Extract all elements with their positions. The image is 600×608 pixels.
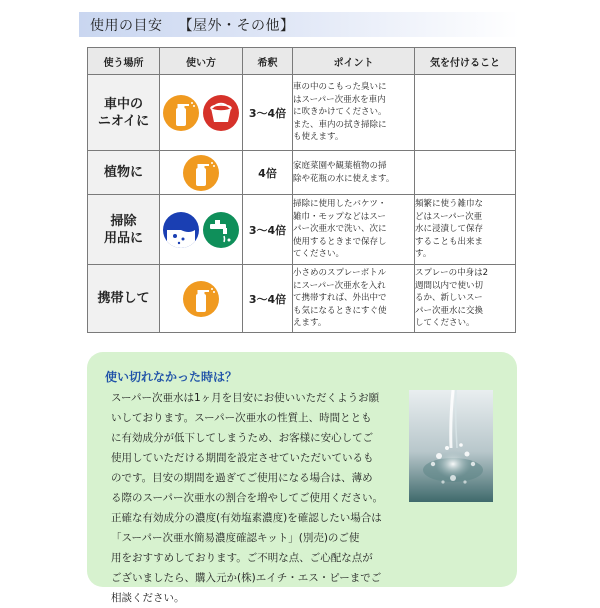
table-row	[88, 195, 516, 265]
table-header-row	[88, 48, 516, 75]
place-cell: 植物に	[88, 151, 160, 195]
faucet-icon	[203, 212, 239, 248]
info-line: に有効成分が低下してしまうため、お客様に安心してご	[111, 432, 374, 444]
bucket-water-icon	[163, 212, 199, 248]
info-line: ございましたら、購入元か(株)エイチ・エス・ピーまでご	[111, 572, 382, 584]
spray-bottle-icon	[183, 281, 219, 317]
table-row	[88, 265, 516, 333]
info-line: 正確な有効成分の濃度(有効塩素濃度)を確認したい場合は	[111, 512, 382, 524]
info-line: 使用していただける期間を設定させていただいているも	[111, 452, 374, 464]
column-header-usage: 使い方	[160, 48, 243, 75]
usage-cell	[160, 195, 243, 265]
dilution-cell: 3〜4倍	[243, 195, 293, 265]
info-line: る際のスーパー次亜水の割合を増やしてご使用ください。	[111, 492, 383, 504]
caution-cell: 頻繁に使う雑巾な どはスーパー次亜 水に浸漬して保存 することも出来ま す。	[415, 195, 516, 265]
point-cell: 小さめのスプレーボトル にスーパー次亜水を入れ て携帯すれば、外出中で も気になるときにすぐ使 えます。	[293, 265, 415, 333]
place-cell: 車中の ニオイに	[88, 75, 160, 151]
water-splash-photo	[409, 390, 493, 502]
dilution-cell: 3〜4倍	[243, 75, 293, 151]
caution-cell	[415, 151, 516, 195]
usage-cell	[160, 75, 243, 151]
table-row	[88, 75, 516, 151]
dilution-cell: 3〜4倍	[243, 265, 293, 333]
point-cell: 車の中のこもった臭いに はスーパー次亜水を車内 に吹きかけてください。 また、車内の拭き掃除に も使えます。	[293, 75, 415, 151]
dilution-cell: 4倍	[243, 151, 293, 195]
info-line: 用をおすすめしております。ご不明な点、ご心配な点が	[111, 552, 373, 564]
place-cell: 携帯して	[88, 265, 160, 333]
usage-cell	[160, 265, 243, 333]
point-cell: 家庭菜園や観葉植物の掃 除や花瓶の水に使えます。	[293, 151, 415, 195]
usage-cell	[160, 151, 243, 195]
info-line: スーパー次亜水は1ヶ月を目安にお使いいただくようお願	[111, 392, 380, 404]
info-text	[111, 388, 403, 608]
bucket-icon	[203, 95, 239, 131]
column-header-place: 使う場所	[88, 48, 160, 75]
spray-bottle-icon	[183, 155, 219, 191]
place-cell: 掃除 用品に	[88, 195, 160, 265]
column-header-caution: 気を付けること	[415, 48, 516, 75]
info-title: 使い切れなかった時は？	[105, 370, 238, 384]
spray-bottle-icon	[163, 95, 199, 131]
point-cell: 掃除に使用したバケツ・ 雑巾・モップなどはスー パー次亜水で洗い、次に 使用するときまで保存し てください。	[293, 195, 415, 265]
page-title-sub: 【屋外・その他】	[178, 18, 295, 34]
table-row	[88, 151, 516, 195]
page-title-main: 使用の目安	[90, 18, 163, 34]
info-line: のです。目安の期間を過ぎてご使用になる場合は、薄め	[111, 472, 373, 484]
column-header-dilution: 希釈	[243, 48, 293, 75]
page-title	[90, 15, 295, 35]
info-line: 相談ください。	[111, 592, 185, 604]
caution-cell	[415, 75, 516, 151]
column-header-point: ポイント	[293, 48, 415, 75]
info-line: 「スーパー次亜水簡易濃度確認キット」(別売)のご使	[111, 532, 360, 544]
info-line: いしております。スーパー次亜水の性質上、時間ととも	[111, 412, 372, 424]
usage-table	[87, 47, 516, 333]
caution-cell: スプレーの中身は2 週間以内で使い切 るか、新しいスー パー次亜水に交換 してください。	[415, 265, 516, 333]
